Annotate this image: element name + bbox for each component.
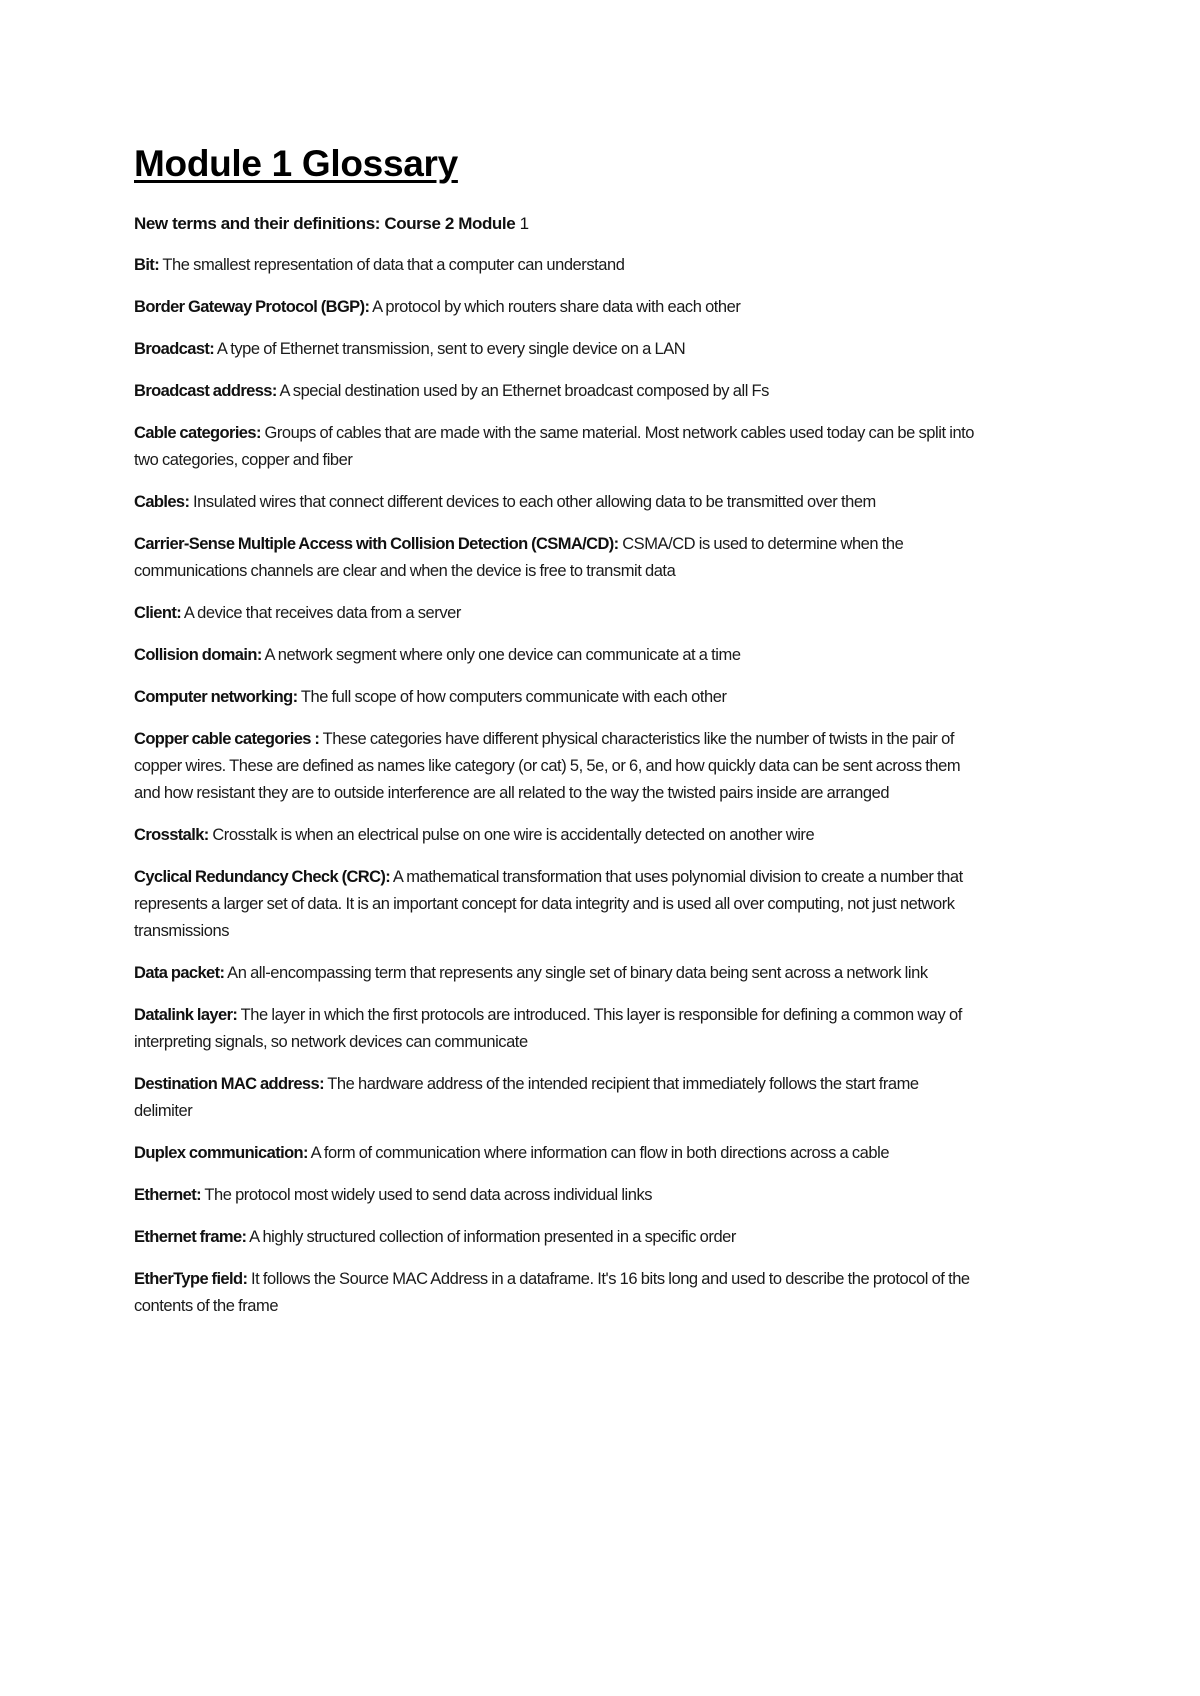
glossary-entry-datalink-layer — [134, 1002, 980, 1056]
glossary-term: Collision domain: — [134, 646, 262, 664]
glossary-entry-ethertype-field — [134, 1266, 980, 1320]
glossary-definition: A mathematical transformation that uses polynomial division to create a number that represents a larger set of data. It is an important concept for data integrity and is used all over computing, not just network transmissions — [134, 868, 963, 940]
glossary-definition: Groups of cables that are made with the same material. Most network cables used today can be split into two categories, copper and fiber — [134, 424, 975, 469]
document-subtitle — [134, 210, 980, 237]
glossary-definition: CSMA/CD is used to determine when the communications channels are clear and when the device is free to transmit data — [134, 535, 904, 580]
glossary-definition: A form of communication where information can flow in both directions across a cable — [307, 1144, 890, 1162]
glossary-entry-bgp — [134, 294, 980, 321]
glossary-term: Cable categories: — [134, 424, 261, 442]
glossary-term: Copper cable categories : — [134, 730, 320, 748]
glossary-term: Bit: — [134, 256, 160, 274]
glossary-definition: The layer in which the first protocols are introduced. This layer is responsible for defining a common way of interpreting signals, so network devices can communicate — [134, 1006, 962, 1051]
glossary-entry-broadcast-address — [134, 378, 980, 405]
glossary-entry-client — [134, 600, 980, 627]
glossary-definition: These categories have different physical characteristics like the number of twists in the pair of copper wires. These are defined as names like category (or cat) 5, 5e, or 6, and how quickly data can be sent across them and how resistant they are to outside interference are all related to the way the twisted pairs inside are arranged — [134, 730, 961, 802]
glossary-term: Computer networking: — [134, 688, 298, 706]
glossary-definition: A network segment where only one device can communicate at a time — [261, 646, 741, 664]
glossary-term: EtherType field: — [134, 1270, 248, 1288]
glossary-term: Destination MAC address: — [134, 1075, 324, 1093]
glossary-entry-cables — [134, 489, 980, 516]
glossary-definition: An all-encompassing term that represents any single set of binary data being sent across a network link — [224, 964, 928, 982]
glossary-entry-duplex-communication — [134, 1140, 980, 1167]
glossary-entry-ethernet — [134, 1182, 980, 1209]
glossary-term: Broadcast: — [134, 340, 215, 358]
glossary-term: Broadcast address: — [134, 382, 277, 400]
glossary-entry-destination-mac-address — [134, 1071, 980, 1125]
glossary-definition: A type of Ethernet transmission, sent to every single device on a LAN — [214, 340, 686, 358]
glossary-entry-bit — [134, 252, 980, 279]
glossary-definition: The smallest representation of data that a computer can understand — [159, 256, 625, 274]
subtitle-bold: New terms and their definitions: Course 2 Module — [134, 214, 516, 233]
glossary-definition: The protocol most widely used to send data across individual links — [201, 1186, 653, 1204]
glossary-term: Cables: — [134, 493, 190, 511]
glossary-definition: A special destination used by an Ethernet broadcast composed by all Fs — [276, 382, 769, 400]
glossary-entry-cable-categories — [134, 420, 980, 474]
glossary-term: Data packet: — [134, 964, 225, 982]
glossary-entry-data-packet — [134, 960, 980, 987]
glossary-definition: A highly structured collection of information presented in a specific order — [246, 1228, 736, 1246]
glossary-entry-broadcast — [134, 336, 980, 363]
glossary-entry-ethernet-frame — [134, 1224, 980, 1251]
glossary-definition: A protocol by which routers share data with each other — [369, 298, 741, 316]
document-page — [134, 140, 980, 1335]
glossary-definition: Insulated wires that connect different devices to each other allowing data to be transmitted over them — [189, 493, 876, 511]
glossary-definition: The full scope of how computers communicate with each other — [297, 688, 727, 706]
glossary-term: Datalink layer: — [134, 1006, 238, 1024]
glossary-definition: The hardware address of the intended recipient that immediately follows the start frame delimiter — [134, 1075, 919, 1120]
subtitle-tail: 1 — [515, 214, 529, 233]
page-title: Module 1 Glossary — [134, 143, 458, 184]
glossary-term: Crosstalk: — [134, 826, 209, 844]
glossary-definition: It follows the Source MAC Address in a dataframe. It's 16 bits long and used to describe the protocol of the contents of the frame — [134, 1270, 970, 1315]
glossary-definition: A device that receives data from a server — [181, 604, 461, 622]
glossary-entry-crc — [134, 864, 980, 945]
glossary-term: Border Gateway Protocol (BGP): — [134, 298, 370, 316]
glossary-definition: Crosstalk is when an electrical pulse on one wire is accidentally detected on another wire — [208, 826, 815, 844]
glossary-term: Client: — [134, 604, 182, 622]
glossary-entry-computer-networking — [134, 684, 980, 711]
glossary-term: Ethernet frame: — [134, 1228, 247, 1246]
glossary-entry-csma-cd — [134, 531, 980, 585]
glossary-entry-copper-cable-categories — [134, 726, 980, 807]
glossary-term: Cyclical Redundancy Check (CRC): — [134, 868, 391, 886]
glossary-term: Carrier-Sense Multiple Access with Collision Detection (CSMA/CD): — [134, 535, 619, 553]
glossary-entry-collision-domain — [134, 642, 980, 669]
glossary-term: Duplex communication: — [134, 1144, 308, 1162]
glossary-entry-crosstalk — [134, 822, 980, 849]
glossary-term: Ethernet: — [134, 1186, 202, 1204]
